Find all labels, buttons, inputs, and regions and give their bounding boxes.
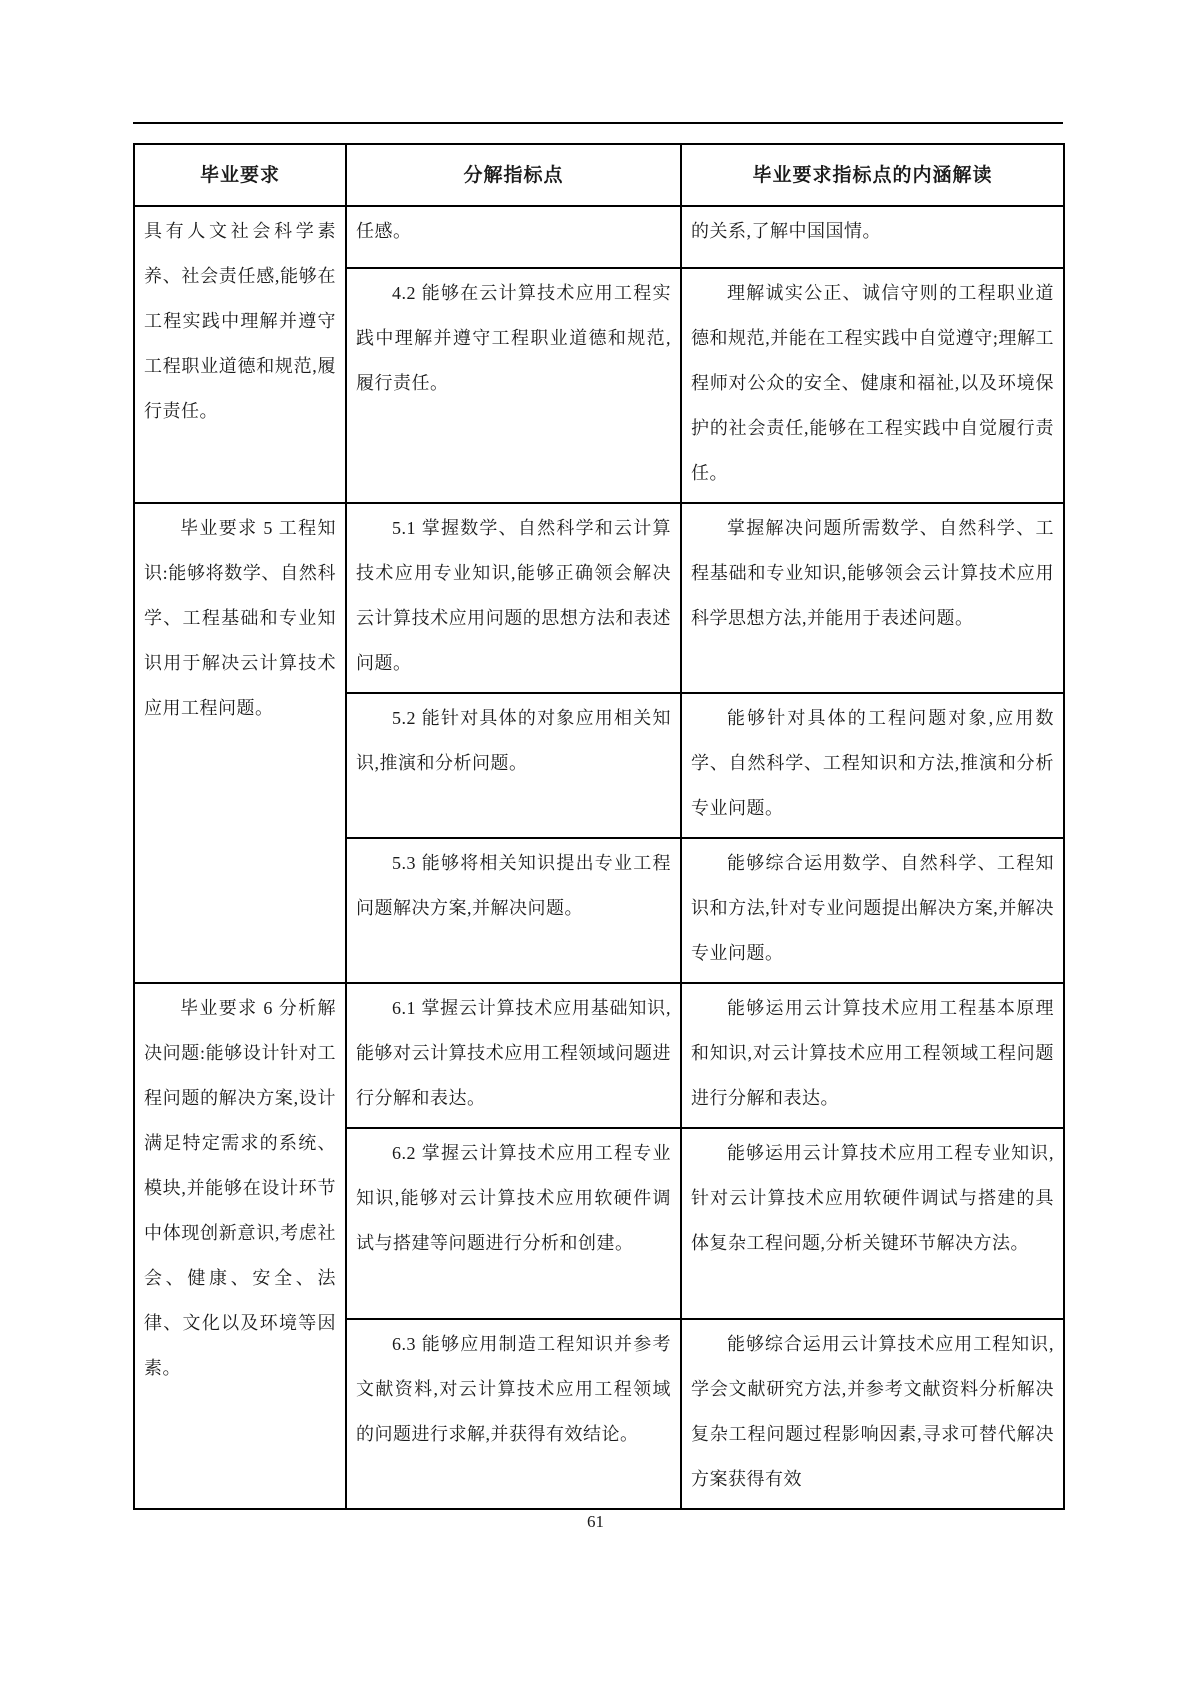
indicator-cell-4-cont xyxy=(346,206,681,268)
interpretation-cell-6-3 xyxy=(681,1319,1064,1509)
indicator-cell-5-3 xyxy=(346,838,681,983)
requirement-text: 毕业要求 5 工程知识:能够将数学、自然科学、工程基础和专业知识用于解决云计算技术应用工程问题。 xyxy=(144,518,336,718)
indicator-cell-6-1 xyxy=(346,983,681,1128)
indicator-text: 6.1 掌握云计算技术应用基础知识,能够对云计算技术应用工程领域问题进行分解和表达。 xyxy=(356,998,671,1108)
page-header-rule xyxy=(133,122,1063,124)
interpretation-text: 能够针对具体的工程问题对象,应用数学、自然科学、工程知识和方法,推演和分析专业问题。 xyxy=(691,708,1054,818)
header-cell-interpretation: 毕业要求指标点的内涵解读 xyxy=(681,144,1064,206)
interpretation-text: 能够运用云计算技术应用工程基本原理和知识,对云计算技术应用工程领域工程问题进行分解和表达。 xyxy=(691,998,1054,1108)
indicator-cell-5-1 xyxy=(346,503,681,693)
header-cell-indicator: 分解指标点 xyxy=(346,144,681,206)
interpretation-text: 能够综合运用云计算技术应用工程知识,学会文献研究方法,并参考文献资料分析解决复杂工程问题过程影响因素,寻求可替代解决方案获得有效 xyxy=(691,1334,1054,1489)
interpretation-text: 能够综合运用数学、自然科学、工程知识和方法,针对专业问题提出解决方案,并解决专业问题。 xyxy=(691,853,1054,963)
requirement-text: 具有人文社会科学素养、社会责任感,能够在工程实践中理解并遵守工程职业道德和规范,履行责任。 xyxy=(144,221,336,421)
requirement-cell-6 xyxy=(134,983,346,1509)
interpretation-cell-6-2 xyxy=(681,1128,1064,1319)
interpretation-text: 掌握解决问题所需数学、自然科学、工程基础和专业知识,能够领会云计算技术应用科学思想方法,并能用于表述问题。 xyxy=(691,518,1054,628)
indicator-text: 6.3 能够应用制造工程知识并参考文献资料,对云计算技术应用工程领域的问题进行求解,并获得有效结论。 xyxy=(356,1334,671,1444)
interpretation-cell-6-1 xyxy=(681,983,1064,1128)
indicator-cell-4-2 xyxy=(346,268,681,503)
header-cell-requirement: 毕业要求 xyxy=(134,144,346,206)
requirement-cell-5 xyxy=(134,503,346,983)
indicator-text: 5.1 掌握数学、自然科学和云计算技术应用专业知识,能够正确领会解决云计算技术应用问题的思想方法和表述问题。 xyxy=(356,518,671,673)
indicator-text: 4.2 能够在云计算技术应用工程实践中理解并遵守工程职业道德和规范,履行责任。 xyxy=(356,283,671,393)
indicator-text: 5.3 能够将相关知识提出专业工程问题解决方案,并解决问题。 xyxy=(356,853,671,918)
requirement-text: 毕业要求 6 分析解决问题:能够设计针对工程问题的解决方案,设计满足特定需求的系统、模块,并能够在设计环节中体现创新意识,考虑社会、健康、安全、法律、文化以及环境等因素。 xyxy=(144,998,336,1378)
interpretation-text: 理解诚实公正、诚信守则的工程职业道德和规范,并能在工程实践中自觉遵守;理解工程师对公众的安全、健康和福祉,以及环境保护的社会责任,能够在工程实践中自觉履行责任。 xyxy=(691,283,1054,483)
interpretation-cell-4-2 xyxy=(681,268,1064,503)
interpretation-cell-5-3 xyxy=(681,838,1064,983)
interpretation-cell-5-1 xyxy=(681,503,1064,693)
indicator-text: 5.2 能针对具体的对象应用相关知识,推演和分析问题。 xyxy=(356,708,671,773)
indicator-text: 6.2 掌握云计算技术应用工程专业知识,能够对云计算技术应用软硬件调试与搭建等问题进行分析和创建。 xyxy=(356,1143,671,1253)
graduation-requirements-table xyxy=(133,143,1065,1510)
interpretation-cell-5-2 xyxy=(681,693,1064,838)
indicator-cell-6-2 xyxy=(346,1128,681,1319)
indicator-text: 任感。 xyxy=(356,221,412,241)
interpretation-cell-4-cont xyxy=(681,206,1064,268)
interpretation-text: 的关系,了解中国国情。 xyxy=(691,221,881,241)
page-number: 61 xyxy=(587,1512,604,1531)
indicator-cell-6-3 xyxy=(346,1319,681,1509)
requirement-cell-4 xyxy=(134,206,346,503)
indicator-cell-5-2 xyxy=(346,693,681,838)
interpretation-text: 能够运用云计算技术应用工程专业知识,针对云计算技术应用软硬件调试与搭建的具体复杂工程问题,分析关键环节解决方法。 xyxy=(691,1143,1054,1253)
